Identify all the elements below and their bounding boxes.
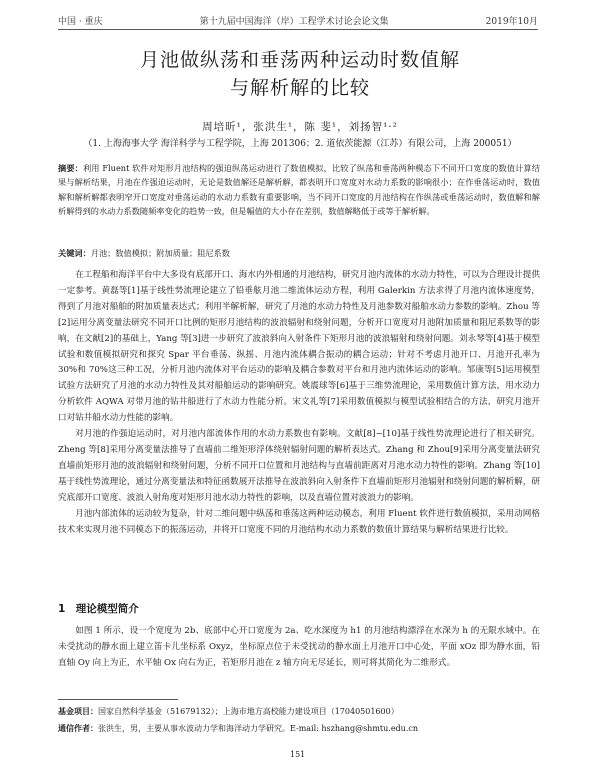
header-proceedings: 第十九届中国海洋（岸）工程学术讨论会论文集 — [199, 17, 389, 27]
footnote-rule — [58, 699, 178, 700]
affiliation: （1. 上海海事大学 海洋科学与工程学院，上海 201306；2. 道依茨能源（江苏）有限公司，上海 200051） — [83, 139, 517, 149]
title-line-1: 月池做纵荡和垂荡两种运动时数值解 — [139, 49, 460, 71]
section-heading: 1 理论模型简介 — [58, 603, 139, 615]
paper-title — [0, 46, 600, 102]
introduction — [58, 268, 540, 538]
fund-text: 国家自然科学基金（51679132）；上海市地方高校能力建设项目（17040501600） — [98, 707, 399, 716]
paragraph: 对月池的作强迫运动时，对月池内部流体作用的水动力系数也有影响。文献[8]~[10]基于线性势流理论进行了相关研究。Zheng 等[8]采用分离变量法推导了直墙前二维矩形浮体绕射辐射问题的解析表达式。Zhang 和 Zhou[9]采用分离变量法研究直墙前矩形月池的波浪辐射和绕射问题，分析不同开口位置和月池结构与直墙前距离对月池水动力特性的影响。Zhang 等[10]基于线性势流理论，通过分离变量法和特征函数展开法推导在波浪斜向入射条件下直墙前矩形月池辐射和绕射问题的解析解，研究底部开口宽度、波浪入射角度对矩形月池水动力特性的影响，以及直墙位置对波浪力的影响。 — [58, 429, 540, 503]
keywords — [58, 248, 540, 259]
header-location: 中国 · 重庆 — [58, 17, 103, 27]
paragraph: 月池内部流体的运动较为复杂，针对二维问题中纵荡和垂荡这两种运动模态，利用 Fluent 软件进行数值模拟，采用动网格技术来实现月池不同模态下的振荡运动，并将开口宽度不同的月池结构水动力系数的数值计算结果与解析结果进行比较。 — [58, 508, 540, 535]
abstract-label: 摘要： — [58, 163, 83, 173]
keywords-label: 关键词： — [58, 248, 91, 258]
running-header — [58, 14, 538, 28]
abstract — [58, 161, 540, 219]
footnotes — [58, 703, 540, 737]
corresponding-author-footnote — [58, 720, 540, 737]
paragraph: 在工程船和海洋平台中大多设有底部开口、海水内外相通的月池结构，研究月池内流体的水动力特性，可以为合理设计提供一定参考。黄磊等[1]基于线性势流理论建立了铅垂舷月池二维流体运动方程，利用 Galerkin 方法求得了月池内流体速度势，得到了月池对船舶的附加质量表达式；利用半解析解，研究了月池的水动力特性及月池参数对船舶水动力参数的影响。Zhou 等[2]运用分离变量法研究不同开口比例的矩形月池结构的波浪辐射和绕射问题，分析开口宽度对月池附加质量和阻尼系数等的影响，在文献[2]的基础上，Yang 等[3]进一步研究了波浪斜向入射条件下矩形月池的波浪辐射和绕射问题。刘永琴等[4]基于模型试验和数值模拟研究和探究 Spar 平台垂荡、纵摇、月池内流体耦合振动的耦合运动；针对不考虑月池开口、月池开孔率为 30%和 70%这三种工况，分析月池内流体对平台运动的影响及耦合参数对平台和月池内流体运动的影响。邹康等[5]运用模型试验方法研究了月池的水动力特性及其对船舶运动的影响研究。姚震球等[6]基于三维势流理论，采用数值计算方法，用水动力分析软件 AQWA 对带月池的钻井船进行了水动力性能分析。宋文礼等[7]采用数值模拟与模型试验相结合的方法，研究月池开口对钻井船水动力性能的影响。 — [58, 270, 540, 424]
fund-footnote — [58, 703, 540, 720]
authors: 周培昕¹，张洪生¹，陈 斐¹，刘扬智¹·² — [202, 121, 398, 133]
title-line-2: 与解析解的比较 — [229, 77, 370, 99]
header-rule — [58, 29, 538, 30]
fund-label: 基金项目： — [58, 707, 98, 716]
author-text: 张洪生，男，主要从事水波动力学和海洋动力学研究。E-mail: hszhang@shmtu.edu.cn — [98, 724, 419, 733]
abstract-text: 利用 Fluent 软件对矩形月池结构的强迫纵荡运动进行了数值模拟，比较了纵荡和垂荡两种模态下不同开口宽度的数值计算结果与解析结果，月池在作强迫运动时，无论是数值解还是解析解，都表明开口宽度对水动力系数的影响很小；在作垂荡运动时，数值解和解析解都表明窄开口宽度对垂荡运动的水动力系数有重要影响，当不同开口宽度的月池结构在作纵荡或垂荡运动时，数值解和解析解得到的水动力系数随频率变化的趋势一致，但是幅值的大小存在差别，数值解略低于或等于解析解。 — [58, 163, 540, 217]
section-paragraph: 如图 1 所示，设一个宽度为 2b、底部中心开口宽度为 2a、吃水深度为 h1 的月池结构漂浮在水深为 h 的无限水域中。在未受扰动的静水面上建立笛卡儿坐标系 Oxyz，坐标原点位于未受扰动的静水面上月池开口中心处，平面 xOz 即为静水面，铅直轴 Oy 向上为正，水平轴 Ox 向右为正，若矩形月池在 z 轴方向无尽延长，则可将其简化为二维形式。 — [58, 626, 540, 668]
header-date: 2019年10月 — [485, 17, 538, 27]
author-label: 通信作者： — [58, 724, 98, 733]
page-number: 151 — [290, 750, 306, 759]
keywords-text: 月池；数值模拟；附加质量；阻尼系数 — [90, 248, 230, 258]
